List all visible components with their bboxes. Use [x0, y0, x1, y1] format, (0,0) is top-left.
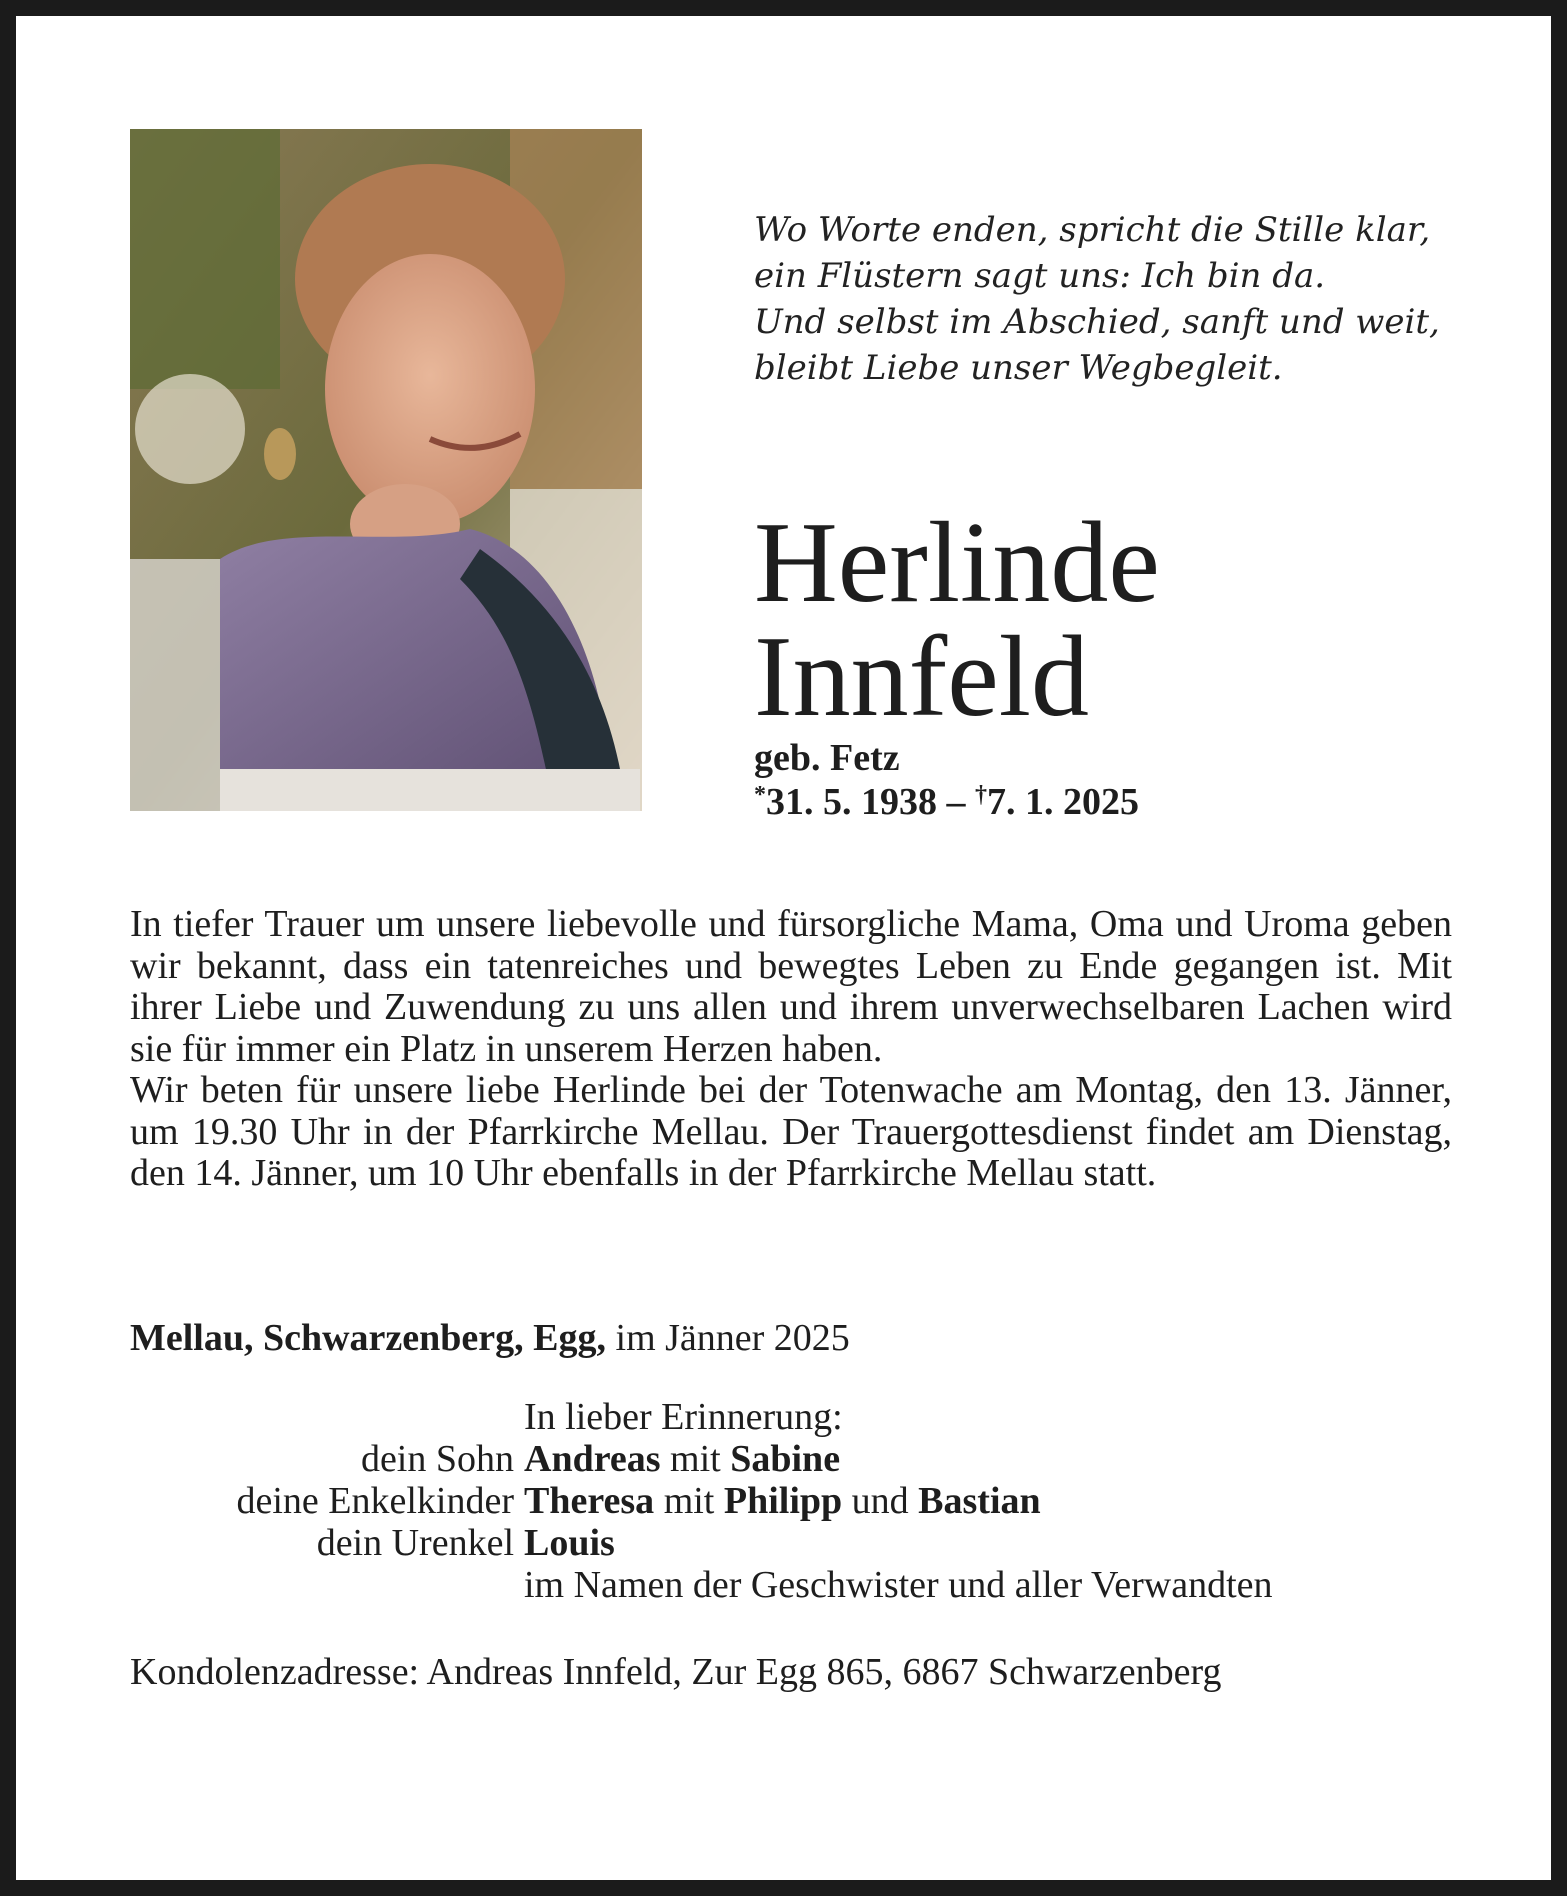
obituary-text — [130, 904, 1452, 1195]
memory-footer-row — [130, 1564, 1470, 1606]
relation-label: deine Enkelkinder — [236, 1480, 514, 1522]
poem-line: Und selbst im Abschied, sanft und weit, — [754, 302, 1440, 342]
poem-line: Wo Worte enden, spricht die Stille klar, — [754, 210, 1431, 250]
first-name: Herlinde — [754, 499, 1160, 627]
memory-heading-row — [130, 1396, 1470, 1438]
mourner-name: Philipp — [723, 1480, 843, 1522]
birth-symbol: * — [754, 782, 766, 808]
in-memory-block — [130, 1396, 1470, 1606]
announcement-date: im Jänner 2025 — [606, 1317, 850, 1359]
condolence-address: Kondolenzadresse: Andreas Innfeld, Zur Egg 865, 6867 Schwarzenberg — [130, 1651, 1222, 1693]
mourner-name: Bastian — [918, 1480, 1041, 1522]
death-date: 7. 1. 2025 — [987, 781, 1139, 823]
poem-line: ein Flüstern sagt uns: Ich bin da. — [754, 256, 1326, 296]
relation-label: dein Urenkel — [316, 1522, 514, 1564]
obituary-page — [16, 16, 1551, 1880]
mourner-name: Sabine — [730, 1438, 841, 1480]
memory-row-grandchildren: deine Enkelkinder Theresa mit Philipp und Bastian — [130, 1480, 1470, 1522]
memory-footer: im Namen der Geschwister und aller Verwandten — [524, 1564, 1273, 1606]
mourner-name: Theresa — [524, 1480, 655, 1522]
memory-heading: In lieber Erinnerung: — [524, 1396, 843, 1438]
death-symbol: † — [975, 782, 987, 808]
mourner-name: Andreas — [524, 1438, 661, 1480]
poem-line: bleibt Liebe unser Wegbegleit. — [754, 348, 1283, 388]
relation-label: dein Sohn — [360, 1438, 514, 1480]
last-name: Innfeld — [754, 613, 1089, 741]
place-date — [130, 1316, 850, 1360]
deceased-name — [754, 499, 1160, 741]
date-separator: – — [937, 781, 975, 823]
text-paragraph: Wir beten für unsere liebe Herlinde bei der Totenwache am Montag, den 13. Jänner, um 19.30 Uhr in der Pfarrkirche Mellau. Der Trauergottesdienst findet am Dienstag, den 14. Jänner, um 10 Uhr ebenfalls in der Pfarrkirche Mellau statt. — [130, 1069, 1452, 1194]
memory-row-son: dein Sohn Andreas mit Sabine — [130, 1438, 1470, 1480]
places: Mellau, Schwarzenberg, Egg, — [130, 1317, 607, 1359]
life-dates — [754, 780, 1139, 824]
birth-date: 31. 5. 1938 — [766, 781, 937, 823]
portrait-photo-icon — [130, 129, 642, 811]
mourner-name: Louis — [524, 1522, 615, 1564]
text-paragraph: In tiefer Trauer um unsere liebevolle und fürsorgliche Mama, Oma und Uroma geben wir bekannt, dass ein tatenreiches und bewegtes Leben zu Ende gegangen ist. Mit ihrer Liebe und Zuwendung zu uns allen und ihrem unverwechselbaren Lachen wird sie für immer ein Platz in unserem Herzen haben. — [130, 903, 1452, 1070]
poem — [754, 207, 1494, 391]
birth-name: geb. Fetz — [754, 737, 900, 779]
memory-row-great-grandchild — [130, 1522, 1470, 1564]
portrait-photo — [130, 129, 642, 811]
